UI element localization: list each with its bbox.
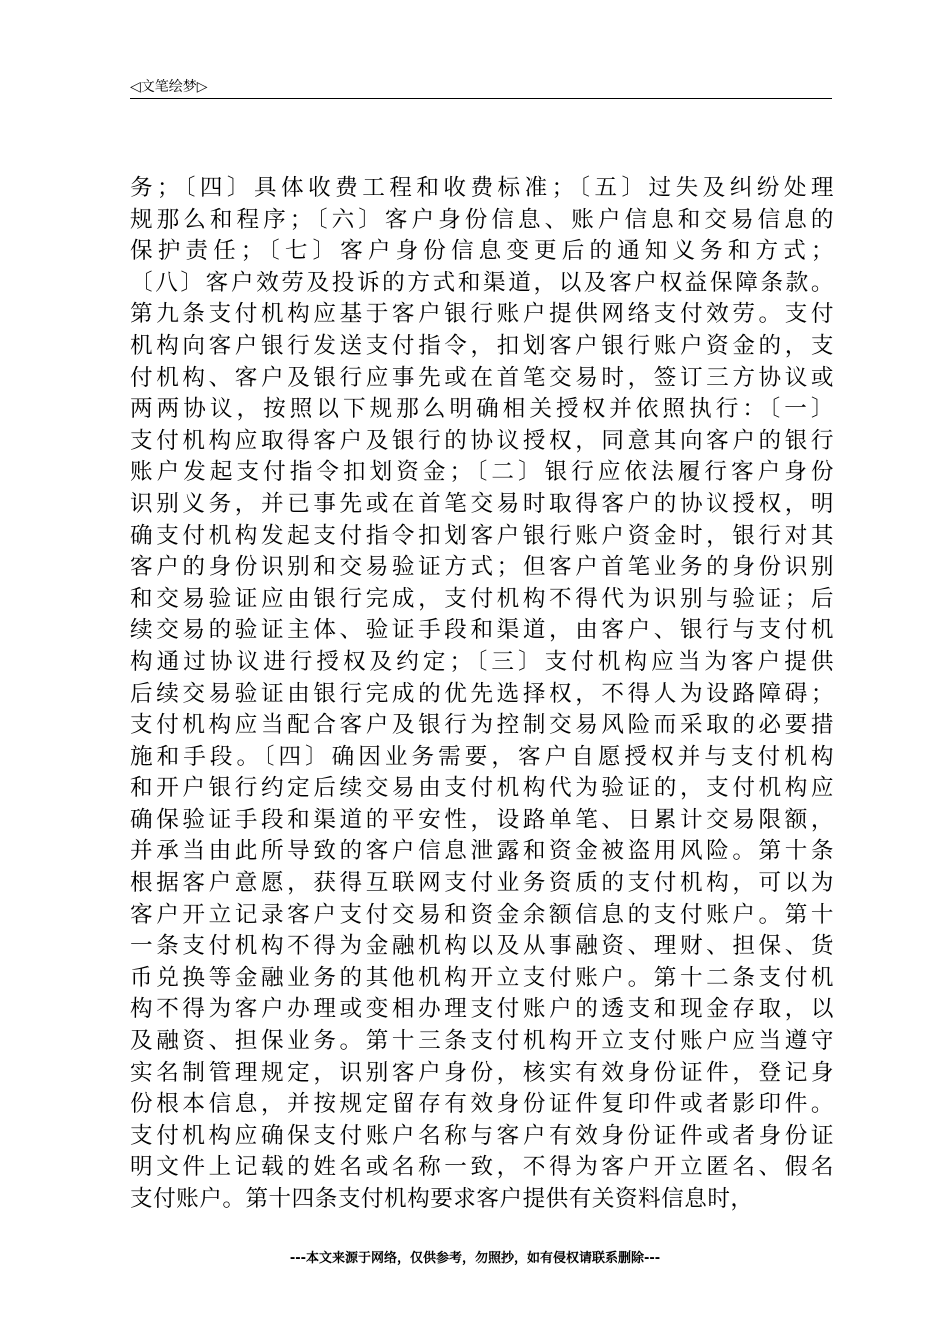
text-line: 币兑换等金融业务的其他机构开立支付账户。第十二条支付机	[130, 964, 834, 991]
text-line: 根据客户意愿，获得互联网支付业务资质的支付机构，可以为	[130, 870, 834, 897]
text-line: 客户的身份识别和交易验证方式；但客户首笔业务的身份识别	[130, 554, 834, 581]
text-line: 识别义务，并已事先或在首笔交易时取得客户的协议授权，明	[130, 490, 834, 517]
text-line: 构不得为客户办理或变相办理支付账户的透支和现金存取，以	[130, 996, 834, 1023]
text-line: 确支付机构发起支付指令扣划客户银行账户资金时，银行对其	[130, 522, 834, 549]
text-line: 务；〔四〕具体收费工程和收费标准；〔五〕过失及纠纷处理	[130, 175, 834, 201]
text-line: 付机构、客户及银行应事先或在首笔交易时，签订三方协议或	[130, 364, 834, 391]
text-line: 两两协议，按照以下规那么明确相关授权并依照执行：〔一〕	[130, 396, 834, 423]
text-line: 和开户银行约定后续交易由支付机构代为验证的，支付机构应	[130, 775, 834, 802]
text-line: 续交易的验证主体、验证手段和渠道，由客户、银行与支付机	[130, 617, 834, 644]
text-line: 实名制管理规定，识别客户身份，核实有效身份证件，登记身	[130, 1059, 834, 1086]
text-line: 和交易验证应由银行完成，支付机构不得代为识别与验证；后	[130, 585, 834, 612]
text-line: 规那么和程序；〔六〕客户身份信息、账户信息和交易信息的	[130, 206, 834, 233]
text-line: 账户发起支付指令扣划资金；〔二〕银行应依法履行客户身份	[130, 459, 834, 486]
text-line: 确保验证手段和渠道的平安性，设路单笔、日累计交易限额，	[130, 806, 834, 833]
text-line: 第九条支付机构应基于客户银行账户提供网络支付效劳。支付	[130, 301, 834, 328]
page-footer: ---本文来源于网络，仅供参考，勿照抄，如有侵权请联系删除---	[289, 1251, 661, 1266]
text-line: 构通过协议进行授权及约定；〔三〕支付机构应当为客户提供	[130, 648, 834, 675]
text-line: 客户开立记录客户支付交易和资金余额信息的支付账户。第十	[130, 901, 834, 928]
text-line: 一条支付机构不得为金融机构以及从事融资、理财、担保、货	[130, 933, 834, 960]
text-line: 支付账户。第十四条支付机构要求客户提供有关资料信息时，	[130, 1186, 754, 1212]
text-line: 支付机构应取得客户及银行的协议授权，同意其向客户的银行	[130, 427, 834, 454]
text-line: 及融资、担保业务。第十三条支付机构开立支付账户应当遵守	[130, 1028, 834, 1055]
text-line: 支付机构应当配合客户及银行为控制交易风险而采取的必要措	[130, 712, 834, 739]
text-line: 保护责任；〔七〕客户身份信息变更后的通知义务和方式；	[130, 238, 834, 265]
page-header	[130, 72, 832, 99]
document-body	[130, 173, 834, 1216]
text-line: 并承当由此所导致的客户信息泄露和资金被盗用风险。第十条	[130, 838, 834, 865]
text-line: 份根本信息，并按规定留存有效身份证件复印件或者影印件。	[130, 1091, 834, 1118]
header-title: ◁文笔绘梦▷	[130, 79, 208, 95]
text-line: 后续交易验证由银行完成的优先选择权，不得人为设路障碍；	[130, 680, 834, 707]
text-line: 施和手段。〔四〕确因业务需要，客户自愿授权并与支付机构	[130, 743, 834, 770]
text-line: 机构向客户银行发送支付指令，扣划客户银行账户资金的，支	[130, 332, 834, 359]
text-line: 〔八〕客户效劳及投诉的方式和渠道，以及客户权益保障条款。	[130, 269, 834, 296]
text-line: 明文件上记载的姓名或名称一致，不得为客户开立匿名、假名	[130, 1154, 834, 1181]
text-line: 支付机构应确保支付账户名称与客户有效身份证件或者身份证	[130, 1122, 834, 1149]
